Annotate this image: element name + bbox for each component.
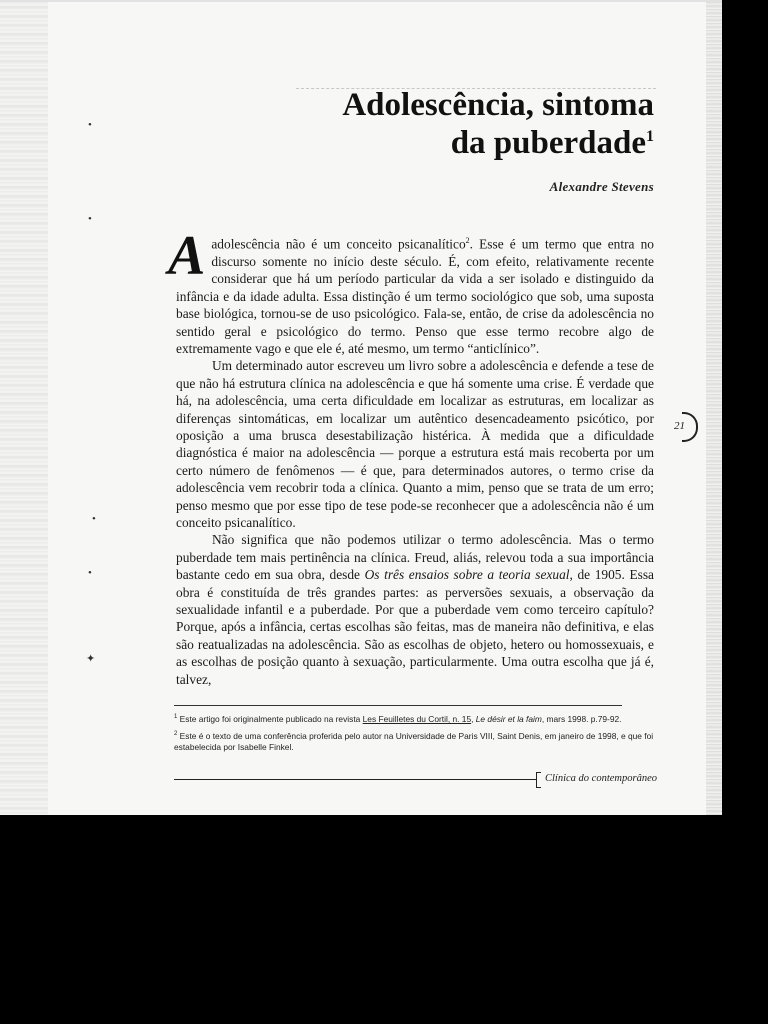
footnote-1-journal: Les Feuilletes du Cortil, n. 15 [362, 713, 472, 724]
paragraph-3 [176, 531, 654, 688]
margin-mark: • [88, 567, 92, 579]
paragraph-1-text-a: adolescência não é um conceito psicanalítico [211, 236, 466, 252]
paragraph-2: Um determinado autor escreveu um livro sobre a adolescência e defende a tese de que não há estrutura clínica na adolescência e que há somente uma crise. É verdade que há, na adolescência, uma certa dificuldade em localizar as estruturas, em localizar as diferenças sintomáticas, em localizar um autêntico desencadeamento psicótico, por oposição a uma brusca desestabilização histérica. À medida que a dificuldade diagnóstica é maior na adolescência — porque a estrutura está mais recoberta por um certo número de fenômenos — é que, para determinados autores, o termo crise da adolescência vem recobrir toda a clínica. Quanto a mim, penso que se trata de um erro; penso mesmo que por esse tipo de tese pode-se reconhecer que a adolescência não é um conceito psicanalítico. [176, 358, 654, 530]
footnote-1 [174, 712, 654, 726]
footnote-2 [174, 729, 654, 754]
margin-mark: • [88, 213, 92, 225]
article-title [342, 86, 654, 162]
title-line-1: Adolescência, sintoma [342, 87, 654, 123]
author-name: Alexandre Stevens [549, 179, 654, 194]
footnote-1-issue-title: Le désir et la faim [475, 713, 542, 724]
paragraph-1 [168, 225, 654, 357]
footer-divider [174, 779, 536, 780]
footnote-2-text: Este é o texto de uma conferência proferida pelo autor na Universidade de Paris VIII, Saint Denis, em janeiro de 1998, e que foi estabelecida por Isabelle Finkel. [174, 730, 654, 753]
paragraph-3-text-a: Não significa que não podemos utilizar o termo adolescência. Mas o termo puberdade tem mais pertinência na clínica. Freud, aliás, relevou toda a sua importância bastante cedo em sua obra, desde [176, 532, 654, 583]
margin-mark: • [92, 513, 96, 525]
footnote-1-text-b: , [471, 713, 476, 724]
footnote-2-number: 2 [174, 730, 178, 737]
footnote-1-text-c: , mars 1998. p.79-92. [541, 713, 622, 724]
article-body [168, 225, 654, 688]
footnotes [174, 712, 654, 757]
paragraph-3-text-b: , de 1905. Essa obra é constituída de três grandes partes: as perversões sexuais, a observação da sexualidade infantil e a puberdade. Por que a puberdade vem como terceiro capítulo? Porque, após a infância, certas escolhas são feitas, mas de maneira não definitiva, e elas são reatualizadas na adolescência. São as escolhas de objeto, hetero ou homossexuais, e as escolhas de posição quanto à sexuação, particularmente. Uma outra escolha que já é, talvez, [176, 567, 654, 687]
paragraph-1-text-b: . Esse é um termo que entra no discurso somente no início deste século. É, com efeito, relativamente recente considerar que há um período particular da vida a ser isolado e distinguido da infância e da idade adulta. Essa distinção é um termo sociológico que sob, uma suposta base biológica, tornou-se de uso psicológico. Fala-se, então, de crise da adolescência no sentido geral e psicológico do termo. Penso que esse termo recobre algo de extremamente vago e que ele é, até mesmo, um termo “anticlínico”. [176, 236, 654, 356]
footnote-ref-2: 2 [465, 236, 470, 245]
page-number: 21 [674, 420, 685, 432]
running-footer-title: Clínica do contemporâneo [545, 773, 657, 784]
footnote-divider [174, 705, 622, 706]
margin-mark: • [88, 119, 92, 131]
book-title: Os três ensaios sobre a teoria sexual [364, 567, 570, 583]
scan-edge-left [0, 2, 48, 815]
title-line-2: da puberdade [450, 125, 646, 161]
margin-mark: ✦ [86, 653, 96, 665]
title-footnote-ref: 1 [646, 128, 654, 145]
footnote-1-number: 1 [174, 714, 178, 720]
drop-cap: A [168, 225, 206, 287]
scan-edge-right [706, 2, 722, 815]
footnote-1-text-a: Este artigo foi originalmente publicado na revista [179, 713, 363, 724]
footer-bracket [536, 772, 541, 788]
